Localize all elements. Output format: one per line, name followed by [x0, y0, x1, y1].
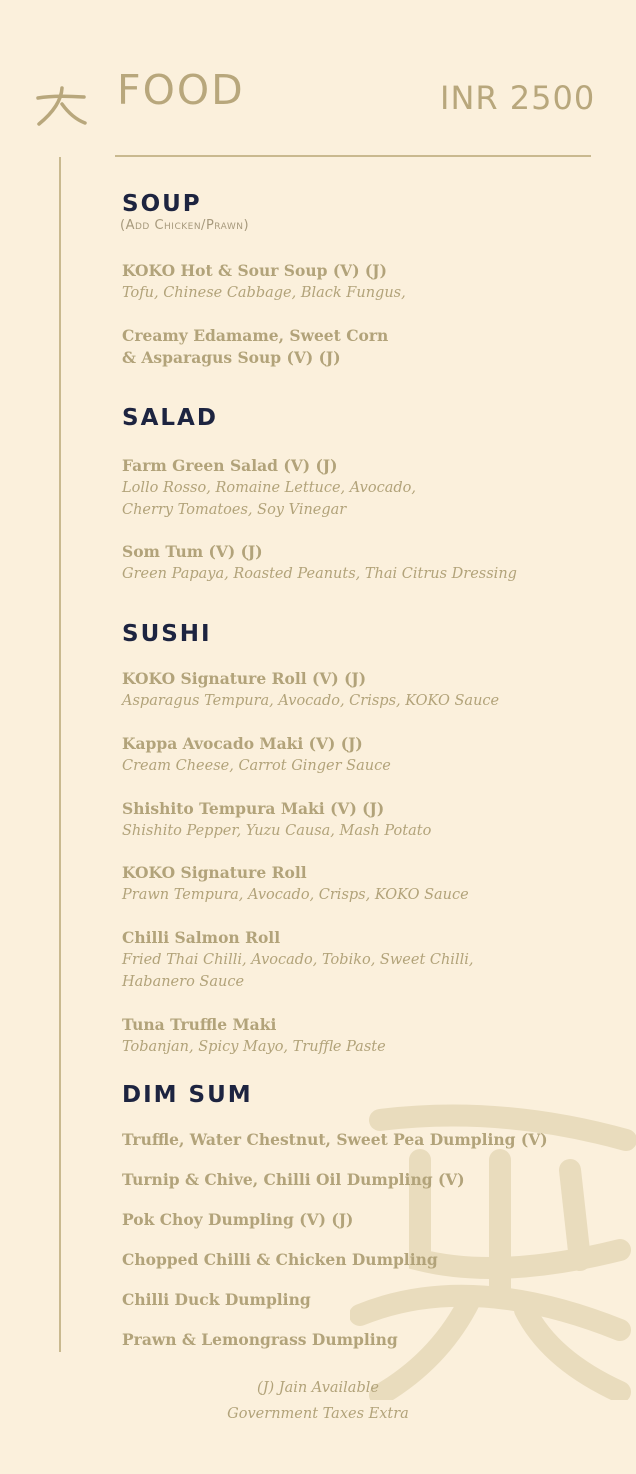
menu-item — [122, 1249, 636, 1271]
menu-item — [122, 927, 636, 993]
menu-item — [122, 1289, 636, 1311]
menu-item — [122, 1169, 636, 1191]
menu-item — [122, 541, 636, 585]
section-title-sushi: SUSHI — [122, 621, 212, 647]
menu-item — [122, 798, 636, 842]
item-description: Tofu, Chinese Cabbage, Black Fungus, — [122, 285, 406, 301]
item-description: Shishito Pepper, Yuzu Causa, Mash Potato — [122, 823, 432, 839]
section-title-salad: SALAD — [122, 405, 218, 431]
item-description: Tobanjan, Spicy Mayo, Truffle Paste — [122, 1039, 386, 1055]
item-name: Truffle, Water Chestnut, Sweet Pea Dumpling (V) — [122, 1130, 548, 1149]
item-description: Prawn Tempura, Avocado, Crisps, KOKO Sauce — [122, 887, 469, 903]
item-description-line-2: Cherry Tomatoes, Soy Vinegar — [122, 502, 347, 518]
menu-item — [122, 668, 636, 712]
item-name: Turnip & Chive, Chilli Oil Dumpling (V) — [122, 1170, 465, 1189]
price-label: INR 2500 — [440, 79, 596, 117]
menu-item — [122, 260, 636, 304]
footnote-jain: (J) Jain Available — [257, 1380, 379, 1396]
koko-logo-icon — [34, 86, 88, 126]
header-divider — [115, 155, 591, 157]
menu-item — [122, 455, 636, 521]
menu-item — [122, 1014, 636, 1058]
item-name: Som Tum (V) (J) — [122, 542, 263, 561]
item-description: Lollo Rosso, Romaine Lettuce, Avocado, — [122, 480, 416, 496]
item-name: KOKO Signature Roll — [122, 863, 307, 882]
item-description: Fried Thai Chilli, Avocado, Tobiko, Sweet Chilli, — [122, 952, 474, 968]
item-name: Chilli Salmon Roll — [122, 928, 281, 947]
item-name: Chilli Duck Dumpling — [122, 1290, 311, 1309]
item-name: Kappa Avocado Maki (V) (J) — [122, 734, 363, 753]
item-name: Shishito Tempura Maki (V) (J) — [122, 799, 385, 818]
item-description: Asparagus Tempura, Avocado, Crisps, KOKO Sauce — [122, 693, 500, 709]
page-title: FOOD — [117, 66, 245, 114]
menu-item — [122, 1329, 636, 1351]
item-name: Chopped Chilli & Chicken Dumpling — [122, 1250, 438, 1269]
item-description: Cream Cheese, Carrot Ginger Sauce — [122, 758, 391, 774]
menu-item — [122, 733, 636, 777]
section-title-soup: SOUP — [122, 191, 202, 217]
left-rule — [59, 157, 61, 1352]
menu-item — [122, 862, 636, 906]
section-subtitle-soup: (Add Chicken/Prawn) — [120, 218, 250, 233]
item-name: Tuna Truffle Maki — [122, 1015, 277, 1034]
menu-item — [122, 1129, 636, 1151]
item-name: Prawn & Lemongrass Dumpling — [122, 1330, 398, 1349]
item-name: Creamy Edamame, Sweet Corn — [122, 326, 389, 345]
menu-item — [122, 1209, 636, 1231]
item-name-line-2: & Asparagus Soup (V) (J) — [122, 348, 341, 367]
item-name: KOKO Signature Roll (V) (J) — [122, 669, 367, 688]
item-name: Pok Choy Dumpling (V) (J) — [122, 1210, 354, 1229]
item-description: Green Papaya, Roasted Peanuts, Thai Citrus Dressing — [122, 566, 517, 582]
footnote-taxes: Government Taxes Extra — [227, 1406, 409, 1422]
item-description-line-2: Habanero Sauce — [122, 974, 245, 990]
section-title-dim-sum: DIM SUM — [122, 1082, 253, 1108]
item-name: KOKO Hot & Sour Soup (V) (J) — [122, 261, 387, 280]
menu-item — [122, 325, 636, 369]
item-name: Farm Green Salad (V) (J) — [122, 456, 338, 475]
